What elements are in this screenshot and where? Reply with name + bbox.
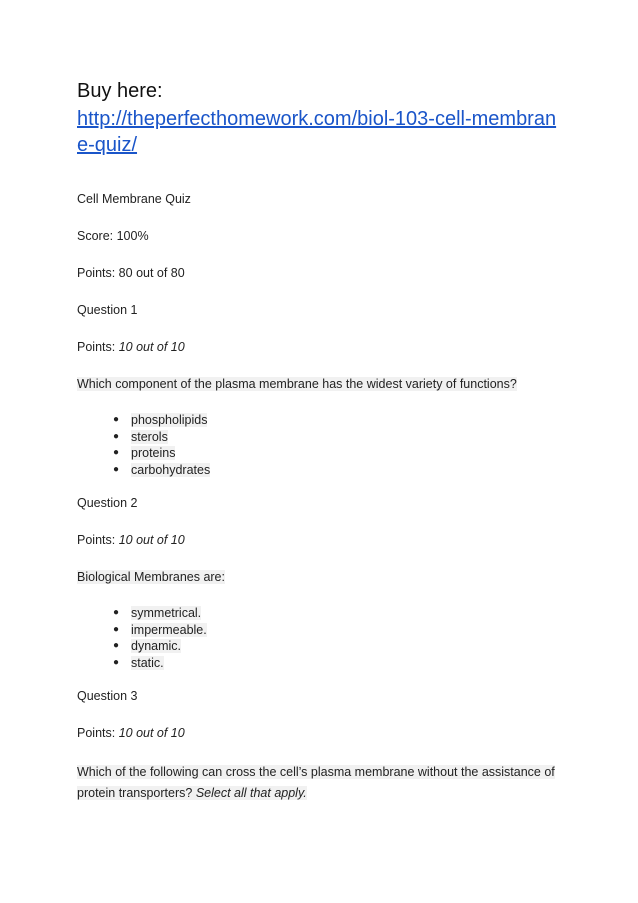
question-1-options xyxy=(77,412,567,478)
question-2-points-value: 10 out of 10 xyxy=(118,533,185,547)
question-3-text xyxy=(77,762,567,804)
list-item: ● dynamic. xyxy=(113,639,182,653)
question-3-instruction: Select all that apply. xyxy=(195,786,307,800)
question-1-label: Question 1 xyxy=(77,303,138,317)
question-2-label: Question 2 xyxy=(77,496,138,510)
bullet-icon: ● xyxy=(113,414,120,425)
question-2-text-body: Biological Membranes are: xyxy=(77,570,225,584)
list-item: ● phospholipids xyxy=(113,413,208,427)
list-item: ● static. xyxy=(113,655,164,670)
list-item: ● symmetrical. xyxy=(113,606,202,620)
buy-here-label: Buy here: xyxy=(77,80,163,102)
question-3-points xyxy=(77,725,567,742)
quiz-points-total: Points: 80 out of 80 xyxy=(77,266,185,280)
bullet-icon: ● xyxy=(113,463,120,475)
bullet-icon: ● xyxy=(113,656,120,668)
question-2-text xyxy=(77,569,567,586)
list-item: ● sterols xyxy=(113,429,168,444)
quiz-title: Cell Membrane Quiz xyxy=(77,192,191,206)
question-3-label: Question 3 xyxy=(77,689,138,703)
question-2-points-label: Points: xyxy=(77,533,119,547)
document-page xyxy=(77,78,567,804)
list-item: ● impermeable. xyxy=(113,622,207,637)
question-2-options xyxy=(77,605,567,671)
question-3-points-value: 10 out of 10 xyxy=(118,726,185,740)
question-3-text-line1: Which of the following can cross the cell’s plasma membrane without the assistance of xyxy=(77,765,555,779)
question-3-points-label: Points: xyxy=(77,726,119,740)
bullet-icon: ● xyxy=(113,607,120,618)
quiz-score: Score: 100% xyxy=(77,229,149,243)
bullet-icon: ● xyxy=(113,623,120,635)
question-1-points-value: 10 out of 10 xyxy=(118,340,185,354)
question-3-text-line2: protein transporters? Select all that apply. xyxy=(77,786,307,800)
purchase-link[interactable]: http://theperfecthomework.com/biol-103-cell-membrane-quiz/ xyxy=(77,108,557,156)
list-item: ● proteins xyxy=(113,446,176,460)
bullet-icon: ● xyxy=(113,640,120,651)
question-1-points-label: Points: xyxy=(77,340,119,354)
question-1-text xyxy=(77,376,567,393)
question-1-points xyxy=(77,339,567,356)
list-item: ● carbohydrates xyxy=(113,462,211,477)
question-2-points xyxy=(77,532,567,549)
bullet-icon: ● xyxy=(113,447,120,458)
bullet-icon: ● xyxy=(113,430,120,442)
question-1-text-body: Which component of the plasma membrane has the widest variety of functions? xyxy=(77,377,517,391)
